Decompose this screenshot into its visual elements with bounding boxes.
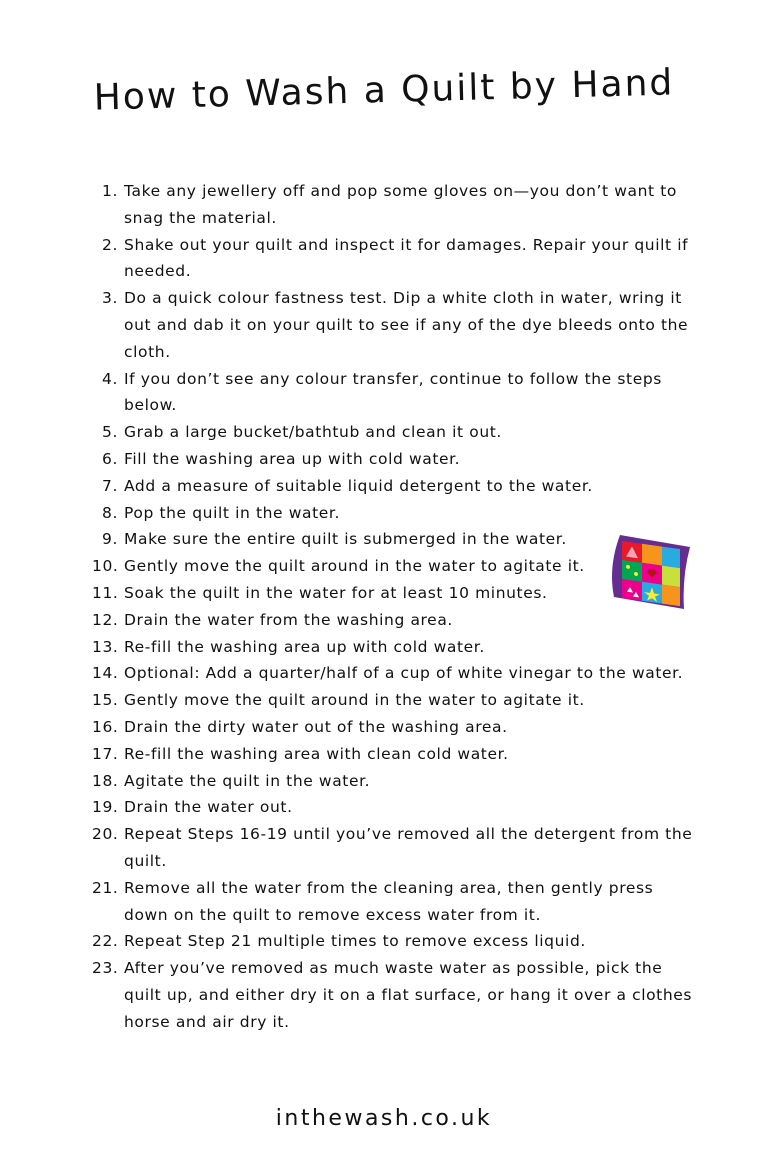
step-text: Remove all the water from the cleaning area, then gently press down on the quilt to remove excess water from it. [124,878,654,924]
step-number: 12. [92,610,119,629]
step-item [92,473,702,500]
step-text: Drain the dirty water out of the washing area. [124,717,508,736]
step-number: 4. [102,369,118,388]
step-text: Re-fill the washing area with clean cold water. [124,744,509,763]
step-text: Make sure the entire quilt is submerged in the water. [124,530,567,549]
step-text: Grab a large bucket/bathtub and clean it out. [124,423,502,442]
step-text: Take any jewellery off and pop some gloves on—you don’t want to snag the material. [124,182,678,227]
step-number: 6. [102,449,118,468]
step-text: If you don’t see any colour transfer, continue to follow the steps below. [124,369,662,415]
step-item [92,366,702,420]
step-number: 22. [92,932,119,951]
step-item [92,419,702,446]
step-item [92,768,702,795]
step-item [92,178,702,232]
step-item [92,955,702,1035]
page-title: How to Wash a Quilt by Hand [93,62,675,119]
step-text: Fill the washing area up with cold water. [124,449,461,468]
step-number: 15. [92,691,119,710]
step-text: Drain the water out. [124,798,293,817]
step-number: 2. [102,235,118,254]
step-item [92,660,702,687]
step-text: Shake out your quilt and inspect it for damages. Repair your quilt if needed. [124,235,689,281]
step-text: Gently move the quilt around in the water to agitate it. [124,691,585,710]
step-text: Re-fill the washing area up with cold water. [124,637,485,656]
step-text: Repeat Steps 16-19 until you’ve removed all the detergent from the quilt. [124,825,693,870]
step-number: 13. [92,637,119,656]
step-text: Optional: Add a quarter/half of a cup of white vinegar to the water. [124,664,684,683]
step-number: 20. [92,825,119,844]
step-number: 5. [102,423,118,442]
step-text: After you’ve removed as much waste water as possible, pick the quilt up, and either dry it on a flat surface, or hang it over a clothes horse and air dry it. [124,959,693,1031]
step-number: 11. [92,583,119,602]
step-item [92,500,702,527]
step-text: Drain the water from the washing area. [124,610,453,629]
step-number: 8. [102,503,118,522]
step-text: Gently move the quilt around in the water to agitate it. [124,557,585,576]
footer-website: inthewash.co.uk [275,1106,493,1131]
step-item [92,634,702,661]
step-item [92,875,702,929]
step-item [92,714,702,741]
step-item [92,741,702,768]
step-text: Agitate the quilt in the water. [124,771,371,790]
step-number: 19. [92,798,119,817]
step-number: 17. [92,744,119,763]
step-text: Repeat Step 21 multiple times to remove excess liquid. [124,932,586,951]
step-number: 21. [92,878,119,897]
step-text: Pop the quilt in the water. [124,503,340,522]
quilt-icon [600,527,696,617]
step-number: 7. [102,476,118,495]
step-number: 18. [92,771,119,790]
step-number: 14. [92,664,119,683]
step-text: Add a measure of suitable liquid detergent to the water. [124,476,593,495]
step-item [92,232,702,286]
step-number: 23. [92,959,119,978]
step-item [92,285,702,365]
step-item [92,446,702,473]
step-item [92,821,702,875]
step-item [92,794,702,821]
step-number: 3. [102,289,118,308]
step-number: 1. [102,182,118,200]
step-number: 16. [92,717,119,736]
step-text: Do a quick colour fastness test. Dip a white cloth in water, wring it out and dab it on your quilt to see if any of the dye bleeds onto the cloth. [124,289,689,361]
step-number: 10. [92,557,119,576]
step-item [92,687,702,714]
step-number: 9. [102,530,118,549]
step-text: Soak the quilt in the water for at least 10 minutes. [124,583,548,602]
step-item [92,928,702,955]
